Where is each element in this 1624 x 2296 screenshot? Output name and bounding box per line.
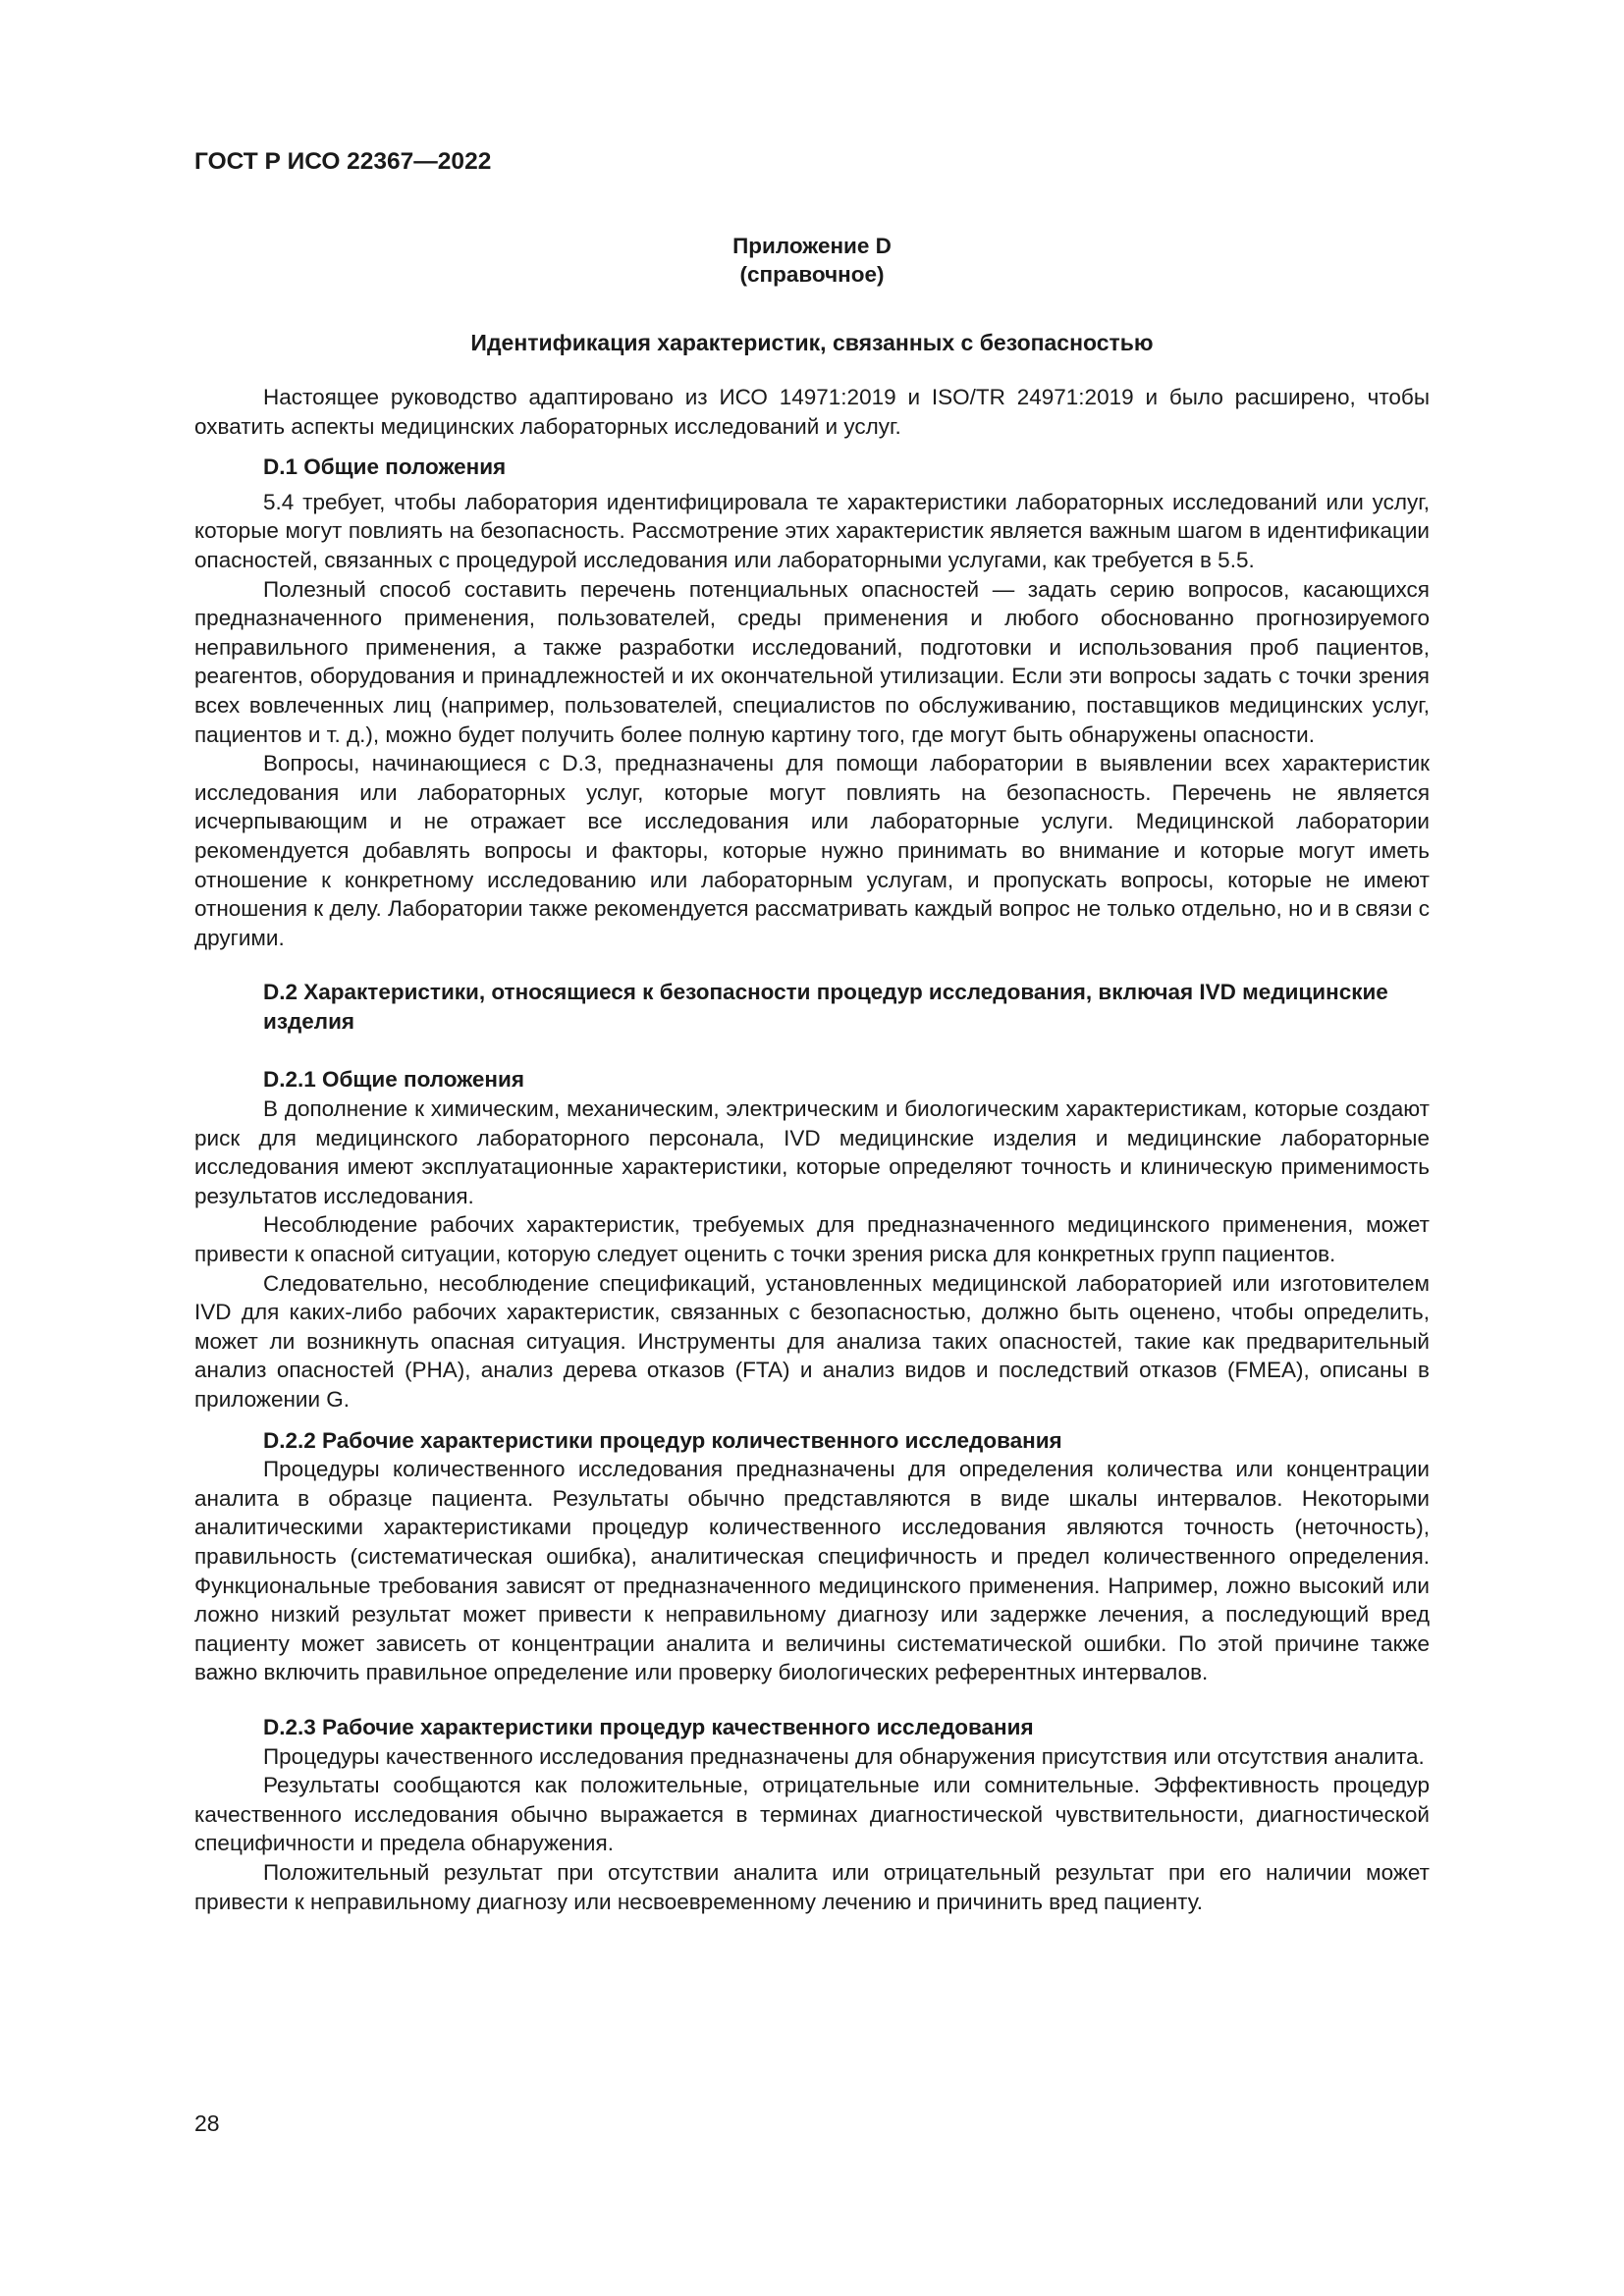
paragraph-d2-2-1: Процедуры количественного исследования предназначены для определения количества или концентрации аналита в образце пациента. Результаты обычно представляются в виде шкалы интервалов. Некоторыми аналитическими характеристиками процедур количественного исследования являются точность (неточность), правильность (систематическая ошибка), аналитическая специфичность и предел количественного определения. Функциональные требования зависят от предназначенного медицинского применения. Например, ложно высокий или ложно низкий результат может привести к неправильному диагнозу или задержке лечения, а последующий вред пациенту может зависеть от концентрации аналита и величины систематической ошибки. По этой причине также важно включить правильное определение или проверку биологических референтных интервалов.: [194, 1457, 1430, 1685]
paragraph-d2-1-3: Следовательно, несоблюдение спецификаций, установленных медицинской лабораторией или изготовителем IVD для каких-либо рабочих характеристик, связанных с безопасностью, должно быть оценено, чтобы определить, может ли возникнуть опасная ситуация. Инструменты для анализа таких опасностей, такие как предварительный анализ опасностей (PHA), анализ дерева отказов (FTA) и анализ видов и последствий отказов (FMEA), описаны в приложении G.: [194, 1270, 1430, 1412]
intro-paragraph: Настоящее руководство адаптировано из ИСО 14971:2019 и ISO/TR 24971:2019 и было расширено, чтобы охватить аспекты медицинских лабораторных исследований и услуг.: [194, 385, 1430, 439]
paragraph-d2-1-2: Несоблюдение рабочих характеристик, требуемых для предназначенного медицинского применения, может привести к опасной ситуации, которую следует оценить с точки зрения риска для конкретных групп пациентов.: [194, 1212, 1430, 1267]
paragraph-d2-3-3: Положительный результат при отсутствии аналита или отрицательный результат при его наличии может привести к неправильному диагнозу или несвоевременному лечению и причинить вред пациенту.: [194, 1859, 1430, 1914]
paragraph-d2-3-2: Результаты сообщаются как положительные, отрицательные или сомнительные. Эффективность процедур качественного исследования обычно выражается в терминах диагностической чувствительности, диагностической специфичности и предела обнаружения.: [194, 1773, 1430, 1856]
section-heading-d2: [194, 978, 1430, 1036]
section-heading-d2-1: D.2.1 Общие положения: [263, 1067, 524, 1093]
section-heading-d1: D.1 Общие положения: [263, 454, 507, 480]
annex-label: Приложение D: [732, 234, 892, 258]
page-number: 28: [194, 2110, 220, 2136]
paragraph-d2-3-1: Процедуры качественного исследования предназначены для обнаружения присутствия или отсутствия аналита.: [263, 1743, 1425, 1769]
annex-title: Идентификация характеристик, связанных с безопасностью: [470, 330, 1154, 355]
section-heading-d2-2: D.2.2 Рабочие характеристики процедур количественного исследования: [263, 1427, 1062, 1453]
annex-kind: (справочное): [739, 262, 885, 287]
section-heading-d2-text: D.2 Характеристики, относящиеся к безопасности процедур исследования, включая IVD медицинские изделия: [263, 980, 1388, 1034]
paragraph-d1-2: Полезный способ составить перечень потенциальных опасностей — задать серию вопросов, касающихся предназначенного применения, пользователей, среды применения и любого обоснованно прогнозируемого неправильного применения, а также разработки исследований, подготовки и использования проб пациентов, реагентов, оборудования и принадлежностей и их окончательной утилизации. Если эти вопросы задать с точки зрения всех вовлеченных лиц (например, пользователей, специалистов по обслуживанию, поставщиков медицинских услуг, пациентов и т. д.), можно будет получить более полную картину того, где могут быть обнаружены опасности.: [194, 576, 1430, 747]
section-heading-d2-3: D.2.3 Рабочие характеристики процедур качественного исследования: [263, 1714, 1034, 1739]
paragraph-d1-3: Вопросы, начинающиеся с D.3, предназначены для помощи лаборатории в выявлении всех характеристик исследования или лабораторных услуг, которые могут повлиять на безопасность. Перечень не является исчерпывающим и не отражает все исследования или лабораторные услуги. Медицинской лаборатории рекомендуется добавлять вопросы и факторы, которые нужно принимать во внимание и которые могут иметь отношение к конкретному исследованию или лабораторным услугам, и пропускать вопросы, которые не имеют отношения к делу. Лаборатории также рекомендуется рассматривать каждый вопрос не только отдельно, но и в связи с другими.: [194, 751, 1430, 950]
document-page: [194, 145, 1430, 1916]
paragraph-d1-1: 5.4 требует, чтобы лаборатория идентифицировала те характеристики лабораторных исследований или услуг, которые могут повлиять на безопасность. Рассмотрение этих характеристик является важным шагом в идентификации опасностей, связанных с процедурой исследования или лабораторными услугами, как требуется в 5.5.: [194, 489, 1430, 572]
paragraph-d2-1-1: В дополнение к химическим, механическим, электрическим и биологическим характеристикам, которые создают риск для медицинского лабораторного персонала, IVD медицинские изделия и медицинские лабораторные исследования имеют эксплуатационные характеристики, которые определяют точность и клиническую применимость результатов исследования.: [194, 1096, 1430, 1208]
standard-code-header: ГОСТ Р ИСО 22367—2022: [194, 148, 492, 175]
